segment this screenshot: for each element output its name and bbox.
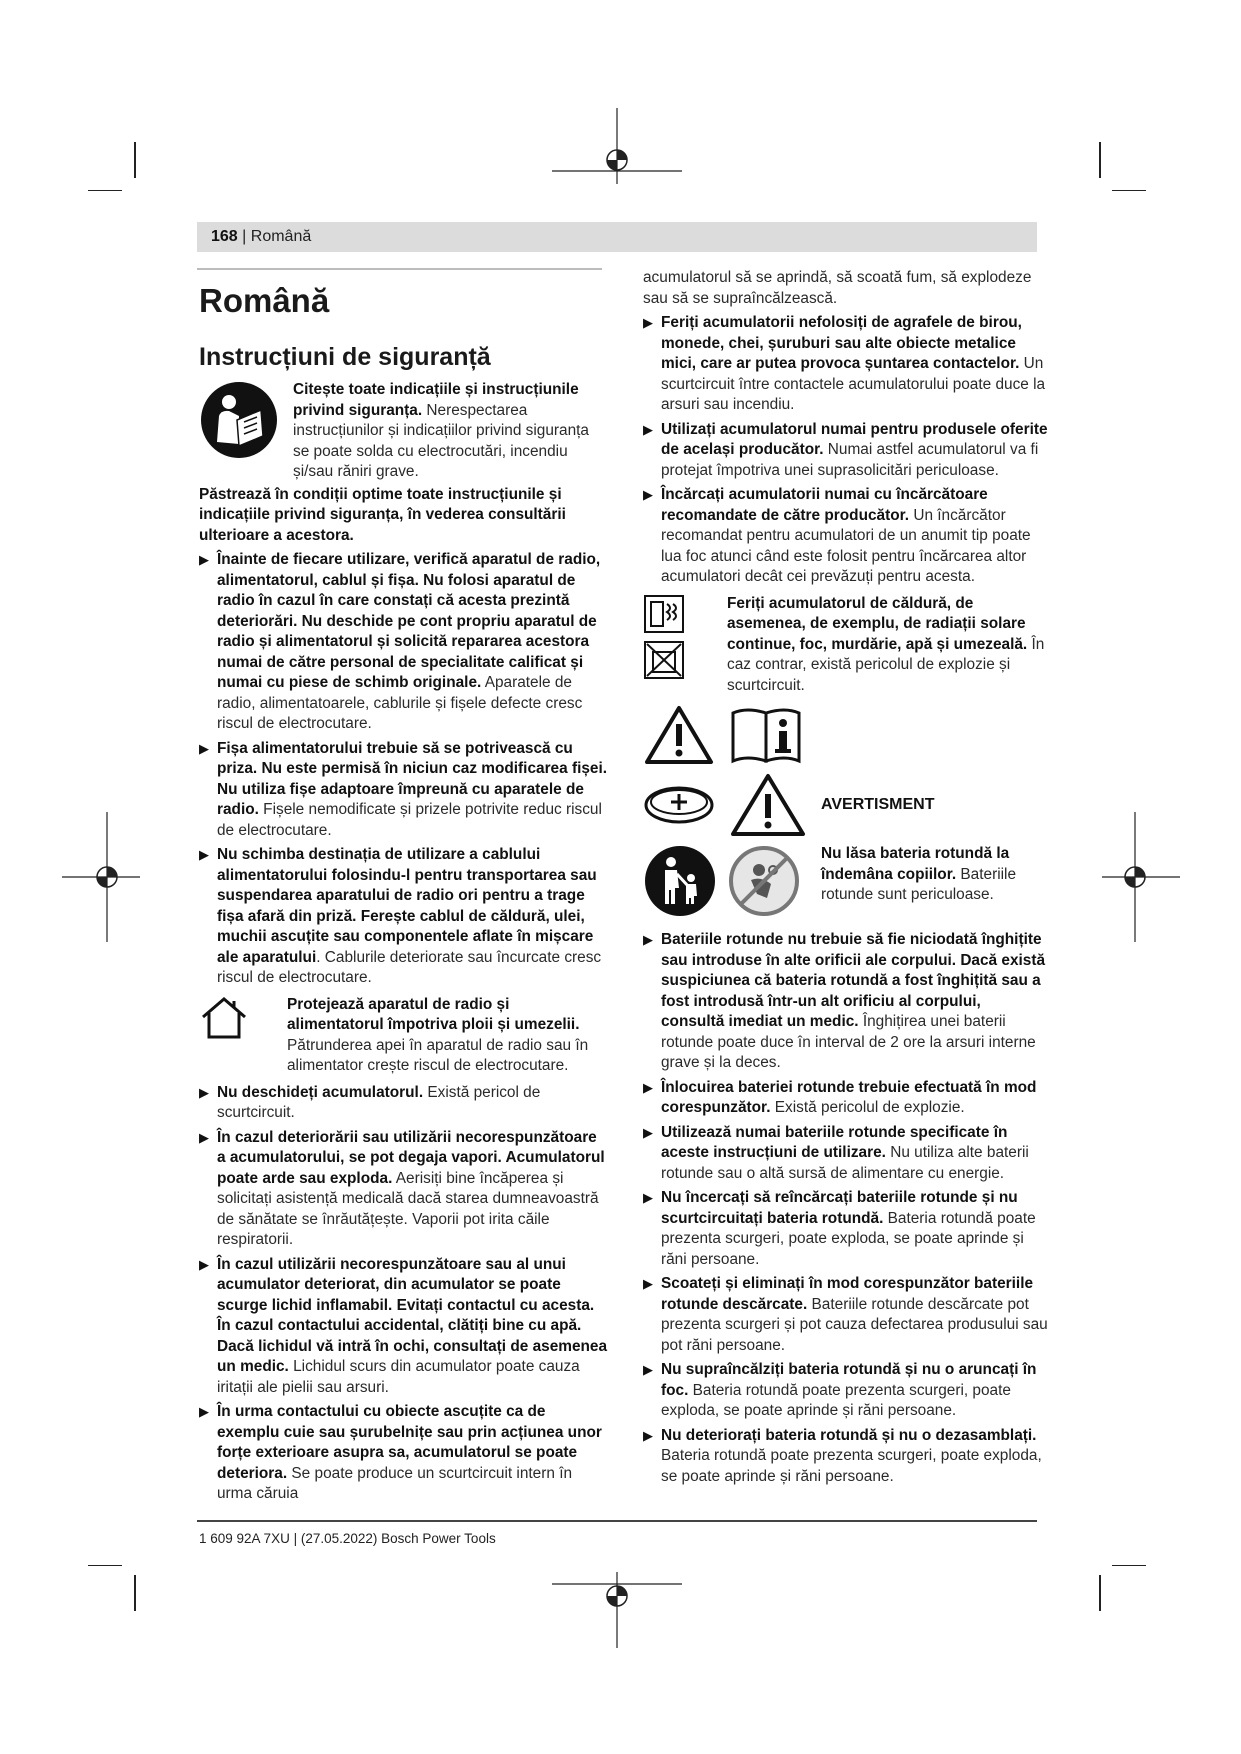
page-number: 168 — [211, 228, 238, 245]
bullet-text: Bateria rotundă poate prezenta scurgeri, poate exploda, se poate aprinde și răni persoane. — [661, 1209, 1036, 1268]
bullet-arrow-icon: ▶ — [643, 315, 653, 330]
heat-note-text: În caz contrar, există pericolul de explozie și scurtcircuit. — [727, 635, 1045, 694]
bullet-bold: Nu supraîncălziți bateria rotundă și nu o aruncați în foc. — [661, 1361, 1037, 1399]
no-child-swallow-icon — [727, 844, 801, 918]
bullet-text: Aparatele de radio, alimentatoarele, cablurile și fișele defecte cresc riscul de electrocutare. — [217, 674, 583, 732]
list-item — [643, 313, 1048, 416]
heat-note-bold: Feriți acumulatorul de căldură, de asemenea, de exemplu, de radiații solare continue, foc, murdărie, apă și umezeală. — [727, 594, 1028, 653]
bullet-arrow-icon: ▶ — [643, 1190, 653, 1205]
bullet-text: Există pericolul de explozie. — [770, 1099, 965, 1116]
read-instructions-bold: Citește toate indicațiile și instrucțiunile privind siguranța. — [293, 381, 579, 419]
bullet-text: Bateria rotundă poate prezenta scurgeri, poate exploda, se poate aprinde și răni persoane. — [661, 1447, 1042, 1485]
bullet-arrow-icon: ▶ — [643, 1124, 653, 1140]
bullet-text: Înghițirea unei baterii rotunde poate duce în interval de 2 ore la arsuri interne grave și la deces. — [661, 1013, 1036, 1071]
registration-mark-icon — [62, 812, 142, 942]
bullet-arrow-icon: ▶ — [643, 1276, 653, 1291]
bullet-text: Un scurtcircuit între contactele acumulatorului poate duce la arsuri sau incendiu. — [661, 355, 1046, 413]
bullet-arrow-icon: ▶ — [643, 421, 653, 437]
bullet-arrow-icon: ▶ — [643, 932, 653, 947]
list-item — [199, 550, 609, 735]
child-note-text: Bateriile rotunde sunt periculoase. — [821, 865, 1017, 903]
list-item — [643, 420, 1048, 482]
footer-rule — [197, 1520, 1037, 1522]
bullet-bold: Nu schimba destinația de utilizare a cablului alimentatorului folosindu-l pentru transportarea sau suspendarea aparatului de radio ori pentru a trage fișa afară din priză. Ferește cablul de căldură, ulei, muchii ascuțite sau componentele aflate în mișcare ale aparatului — [217, 846, 597, 966]
page-header — [211, 228, 311, 246]
crop-mark — [88, 190, 122, 191]
bullet-arrow-icon: ▶ — [199, 1084, 209, 1100]
bullet-bold: În cazul utilizării necorespunzătoare sau al unui acumulator deteriorat, din acumulator se poate scurge lichid inflamabil. Evitați contactul cu acesta. În cazul contactului accidental, clătiți bine cu apă. Dacă lichidul vă intră în ochi, consultați de asemenea un medic. — [217, 1255, 608, 1375]
header-section: Română — [250, 228, 312, 245]
title-rule — [197, 268, 602, 270]
bullet-bold: Nu deschideți acumulatorul. — [217, 1083, 424, 1101]
bullet-text: . Cablurile deteriorate sau încurcate cresc riscul de electrocutare. — [217, 948, 602, 986]
bullet-text: Fișele nemodificate și prizele potrivite reduc riscul de electrocutare. — [217, 801, 602, 839]
keep-instructions: Păstrează în condiții optime toate instrucțiunile și indicațiile privind siguranța, în vederea consultării ulterioare a acestora. — [199, 485, 566, 544]
no-water-icon — [643, 640, 685, 680]
bullet-text: Bateria rotundă poate prezenta scurgeri, poate exploda, se poate aprinde și răni persoane. — [661, 1381, 1011, 1419]
list-item — [199, 1402, 609, 1505]
bullet-arrow-icon: ▶ — [199, 1129, 209, 1145]
bullet-arrow-icon: ▶ — [643, 1079, 653, 1095]
coin-battery-icon — [643, 785, 715, 825]
read-manual-icon — [199, 380, 279, 483]
continuation-text: acumulatorul să se aprindă, să scoată fum, să explodeze sau să se supraîncălzească. — [643, 269, 1032, 307]
bullet-arrow-icon: ▶ — [199, 1404, 209, 1419]
keep-away-children-icon — [643, 844, 717, 918]
registration-mark-icon — [552, 1572, 682, 1652]
bullet-arrow-icon: ▶ — [199, 1256, 209, 1272]
crop-mark — [134, 1575, 136, 1611]
page-header-bar — [197, 222, 1037, 252]
list-item — [643, 1078, 1048, 1119]
registration-mark-icon — [552, 108, 682, 188]
read-instructions-text: Nerespectarea instrucțiunilor și indicațiilor privind siguranța se poate solda cu electrocutări, incendiu și/sau răniri grave. — [293, 401, 589, 480]
bullet-text: Numai astfel acumulatorul va fi protejat împotriva unei suprasolicitări periculoase. — [661, 441, 1039, 479]
bullet-bold: Înlocuirea bateriei rotunde trebuie efectuată în mod corespunzător. — [661, 1078, 1037, 1116]
page-title: Română — [199, 282, 330, 319]
heat-note — [643, 594, 1048, 697]
warning-label: AVERTISMENT — [821, 795, 935, 813]
bullet-bold: Feriți acumulatorii nefolosiți de agrafele de birou, monede, chei, șuruburi sau alte obiecte metalice mici, care ar putea provoca șuntarea contactelor. — [661, 314, 1022, 372]
crop-mark — [1099, 142, 1101, 178]
crop-mark — [1112, 1565, 1146, 1566]
rain-note — [199, 995, 609, 1077]
section-heading: Instrucțiuni de siguranță — [199, 343, 491, 371]
list-item — [643, 1360, 1048, 1422]
read-instructions-note — [199, 380, 609, 483]
header-separator: | — [242, 228, 247, 245]
bullet-text: Un încărcător recomandat pentru acumulatori de un anumit tip poate lua foc atunci când este folosit pentru încărcarea altor acumulatori decât cei prevăzuți pentru acesta. — [661, 506, 1031, 585]
rain-note-bold: Protejează aparatul de radio și alimentatorul împotriva ploii și umezelii. — [287, 995, 580, 1033]
right-column — [643, 268, 1048, 1491]
crop-mark — [134, 142, 136, 178]
list-item — [643, 930, 1048, 1074]
bullet-bold: Fișa alimentatorului trebuie să se potrivească cu priza. Nu este permisă în niciun caz modificarea fișei. Nu utiliza fișe adaptoare împreună cu aparatele de radio. — [217, 739, 608, 818]
warning-triangle-icon — [729, 772, 807, 838]
bullet-arrow-icon: ▶ — [199, 552, 209, 567]
bullet-bold: Scoateți și eliminați în mod corespunzător bateriile rotunde descărcate. — [661, 1275, 1034, 1313]
list-item — [199, 1255, 609, 1399]
list-item — [199, 1083, 609, 1124]
list-item — [643, 1274, 1048, 1356]
bullet-bold: Înainte de fiecare utilizare, verifică aparatul de radio, alimentatorul, cablul și fișa. Nu folosi aparatul de radio în cazul în care constați că acesta prezintă deteriorări. Nu deschide pe cont propriu aparatul de radio și alimentatorul și solicită repararea acestora numai de către personal de specialitate calificat și numai cu piese de schimb originale. — [217, 551, 601, 691]
list-item — [643, 1426, 1048, 1488]
manual-info-icon — [729, 705, 803, 765]
child-icons — [643, 844, 813, 918]
bullet-bold: Nu încercați să reîncărcați bateriile rotunde și nu scurtcircuitați bateria rotundă. — [661, 1189, 1018, 1227]
crop-mark — [88, 1565, 122, 1566]
heat-icons — [643, 594, 719, 697]
bullet-text: Aerisiți bine încăperea și solicitați asistență medicală dacă starea dumneavoastră de sănătate se înrăutățește. Vaporii pot irita căile respiratorii. — [217, 1169, 599, 1248]
bullet-arrow-icon: ▶ — [643, 1362, 653, 1377]
list-item — [643, 1123, 1048, 1185]
warning-row — [643, 772, 1048, 838]
bullet-arrow-icon: ▶ — [199, 847, 209, 862]
bullet-bold: Nu deteriorați bateria rotundă și nu o dezasamblați. — [661, 1426, 1037, 1444]
bullet-text: Nu utiliza alte baterii rotunde sau o altă sursă de alimentare cu energie. — [661, 1144, 1029, 1182]
bullet-bold: Încărcați acumulatorii numai cu încărcătoare recomandate de către producător. — [661, 486, 988, 524]
registration-mark-icon — [1100, 812, 1180, 942]
bullet-bold: Utilizați acumulatorul numai pentru produsele oferite de același producător. — [661, 420, 1048, 458]
sun-heat-icon — [643, 594, 685, 634]
bullet-text: Lichidul scurs din acumulator poate cauza iritații ale pielii sau arsuri. — [217, 1358, 580, 1396]
crop-mark — [1099, 1575, 1101, 1611]
list-item — [199, 739, 609, 842]
left-column — [199, 276, 609, 1509]
bullet-arrow-icon: ▶ — [199, 740, 209, 756]
bullet-bold: Bateriile rotunde nu trebuie să fie niciodată înghițite sau introduse în alte orificii ale corpului. Dacă există suspiciunea că bateria rotundă a fost înghițită sau a fost introdusă într-un alt orificiu al corpului, consultă imediat un medic. — [661, 931, 1046, 1030]
page-footer: 1 609 92A 7XU | (27.05.2022) Bosch Power Tools — [199, 1531, 496, 1546]
list-item — [199, 845, 609, 989]
crop-mark — [1112, 190, 1146, 191]
bullet-bold: Utilizează numai bateriile rotunde specificate în aceste instrucțiuni de utilizare. — [661, 1123, 1008, 1161]
bullet-arrow-icon: ▶ — [643, 487, 653, 502]
bullet-text: Există pericol de scurtcircuit. — [217, 1083, 541, 1121]
list-item — [199, 1128, 609, 1251]
child-note — [643, 844, 1048, 918]
bullet-arrow-icon: ▶ — [643, 1427, 653, 1443]
house-indoor-icon — [199, 995, 279, 1077]
list-item — [643, 485, 1048, 588]
child-note-bold: Nu lăsa bateria rotundă la îndemâna copiilor. — [821, 845, 1010, 883]
rain-note-text: Pătrunderea apei în aparatul de radio sau în alimentator crește riscul de electrocutare. — [287, 1036, 589, 1074]
bullet-bold: În cazul deteriorării sau utilizării necorespunzătoare a acumulatorului, se pot degaja vapori. Acumulatorul poate arde sau exploda. — [217, 1128, 605, 1187]
bullet-text: Bateriile rotunde descărcate pot prezenta scurgeri și pot cauza defectarea produsului sau pot răni persoane. — [661, 1295, 1048, 1354]
list-item — [643, 1188, 1048, 1270]
warning-symbols — [643, 704, 1048, 766]
warning-triangle-icon — [643, 704, 715, 766]
bullet-text: Se poate produce un scurtcircuit intern în urma căruia — [217, 1464, 573, 1502]
bullet-bold: În urma contactului cu obiecte ascuțite ca de exemplu cuie sau șurubelnițe sau prin acțiunea unor forțe exterioare asupra sa, acumulatorul se poate deteriora. — [217, 1403, 602, 1482]
